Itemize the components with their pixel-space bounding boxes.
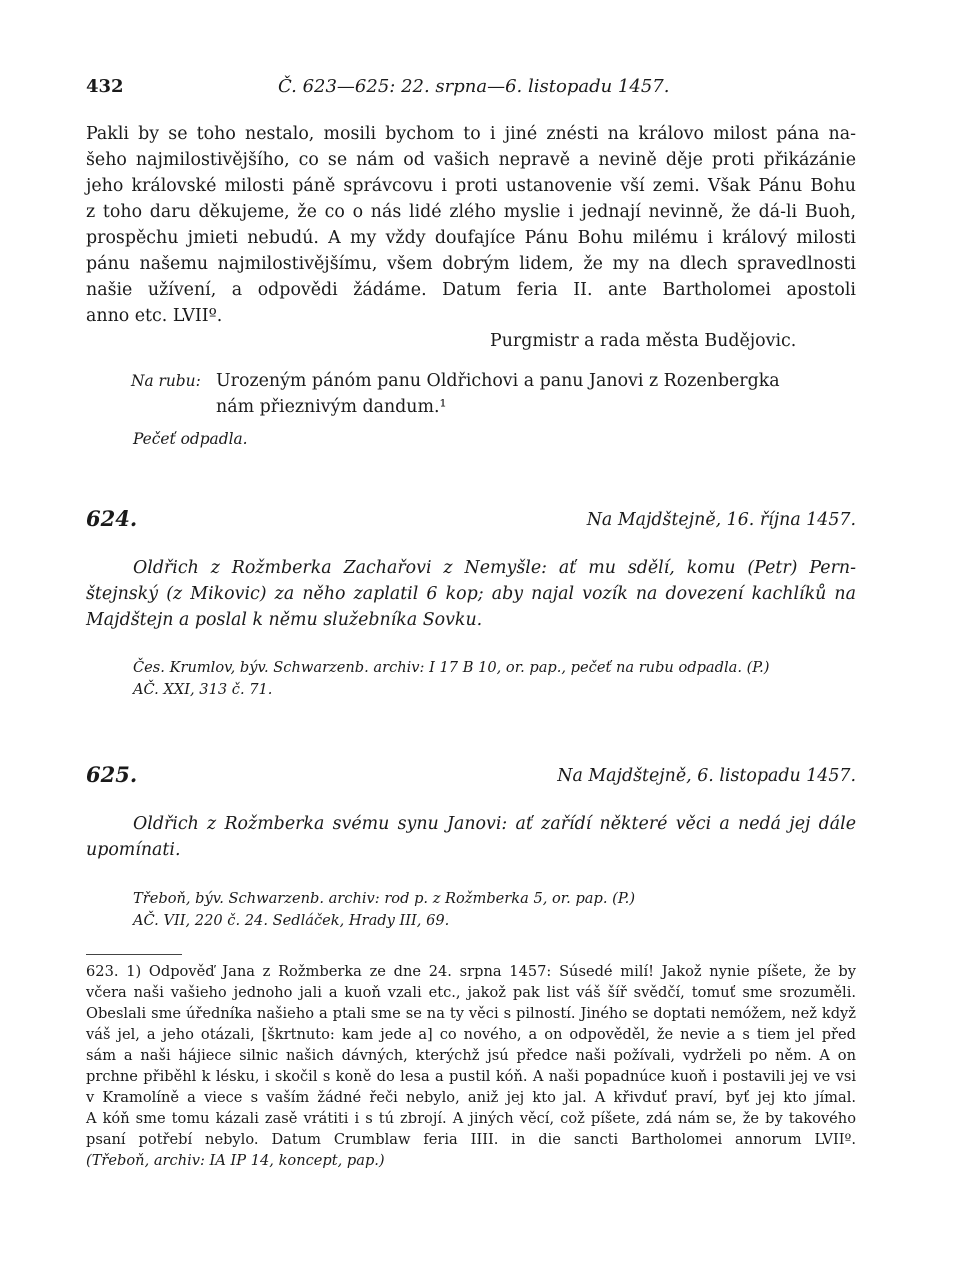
footnote-line: (Třeboň, archiv: IA IP 14, koncept, pap.) xyxy=(86,1152,385,1169)
source-line: Třeboň, býv. Schwarzenb. archiv: rod p. z Rožmberka 5, or. pap. (P.) xyxy=(133,890,636,907)
letter-line: šeho najmilostivějšího, co se nám od vašich nepravě a nevině děje proti přikázánie xyxy=(86,150,856,170)
letter-line: anno etc. LVIIº. xyxy=(86,306,223,326)
summary-line: upomínati. xyxy=(86,840,181,860)
letter-line: našie užívení, a odpovědi žádáme. Datum feria II. ante Bartholomei apostoli xyxy=(86,280,856,300)
page-number: 432 xyxy=(86,76,124,97)
document-number-624: 624. xyxy=(86,506,138,531)
source-line: AČ. XXI, 313 č. 71. xyxy=(133,681,273,698)
letter-line: prospěchu jmieti nebudú. A my vždy doufajíce Pánu Bohu milému i králový milosti xyxy=(86,228,856,248)
source-line: AČ. VII, 220 č. 24. Sedláček, Hrady III, 69. xyxy=(133,912,450,929)
rubu-label: Na rubu: xyxy=(131,372,201,390)
rubu-address-line: Urozeným pánóm panu Oldřichovi a panu Janovi z Rozenbergka xyxy=(216,371,780,391)
rubu-address-line: nám přieznivým dandum.¹ xyxy=(216,397,447,417)
footnote-line: prchne přiběhl k lésku, i skočil s koně do lesa a pustil kóň. A naši popadnúce kuoň i postavili jej ve vsi xyxy=(86,1068,856,1085)
letter-line: pánu našemu najmilostivějšímu, všem dobrým lidem, že my na dlech spravedlnosti xyxy=(86,254,856,274)
source-line: Čes. Krumlov, býv. Schwarzenb. archiv: I 17 B 10, or. pap., pečeť na rubu odpadla. (P.) xyxy=(133,659,770,676)
footnote-line: Obeslali sme úředníka našieho a ptali sme se na ty věci s pilností. Jiného se doptati nemóžem, než když xyxy=(86,1005,856,1022)
footnote-rule xyxy=(86,954,182,955)
footnote-line: A kóň sme tomu kázali zasě vrátiti i s tú zbrojí. A jiných věcí, což píšete, zdá nám se, že by takového xyxy=(86,1110,856,1127)
running-title: Č. 623—625: 22. srpna—6. listopadu 1457. xyxy=(278,76,670,97)
seal-note: Pečeť odpadla. xyxy=(133,430,248,448)
footnote-line: 623. 1) Odpověď Jana z Rožmberka ze dne 24. srpna 1457: Súsedé milí! Jakož nynie píšete, že by xyxy=(86,963,856,980)
summary-line: štejnský (z Mikovic) za něho zaplatil 6 kop; aby najal vozík na dovezení kachlíků na xyxy=(86,584,856,604)
summary-line: Oldřich z Rožmberka Zachařovi z Nemyšle: ať mu sdělí, komu (Petr) Pern- xyxy=(133,558,856,578)
footnote-line: psaní potřebí nebylo. Datum Crumblaw feria IIII. in die sancti Bartholomei annorum LVIIº. xyxy=(86,1131,856,1148)
footnote-line: váš jel, a jeho otázali, [škrtnuto: kam jede a] co nového, a on odpověděl, že nevie a s tiem jel před xyxy=(86,1026,856,1043)
footnote-line: včera naši vašieho jednoho jali a kuoň vzali etc., jakož pak list váš šíř svědčí, tomuť sme srozuměli. xyxy=(86,984,856,1001)
signature: Purgmistr a rada města Budějovic. xyxy=(490,331,797,351)
letter-line: jeho královské milosti páně správcovu i proti ustanovenie vší zemi. Však Pánu Bohu xyxy=(86,176,856,196)
summary-line: Majdštejn a poslal k němu služebníka Sovku. xyxy=(86,610,483,630)
letter-line: Pakli by se toho nestalo, mosili bychom to i jiné znésti na královo milost pána na- xyxy=(86,124,856,144)
footnote-line: sám a naši hájiece silnic našich dávných, kterýchž jsú předce naši požívali, vydrželi po něm. A on xyxy=(86,1047,856,1064)
footnote-line: v Kramolíně a viece s vaším žádné řeči nebylo, aniž jej kto jal. A křivduť praví, byť jej kto jímal. xyxy=(86,1089,856,1106)
document-number-625: 625. xyxy=(86,762,138,787)
letter-line: z toho daru děkujeme, že co o nás lidé zlého myslie i jednají nevinně, že dá-li Buoh, xyxy=(86,202,856,222)
document-place-date-625: Na Majdštejně, 6. listopadu 1457. xyxy=(557,766,856,786)
summary-line: Oldřich z Rožmberka svému synu Janovi: ať zařídí některé věci a nedá jej dále xyxy=(133,814,856,834)
document-place-date-624: Na Majdštejně, 16. října 1457. xyxy=(586,510,856,530)
